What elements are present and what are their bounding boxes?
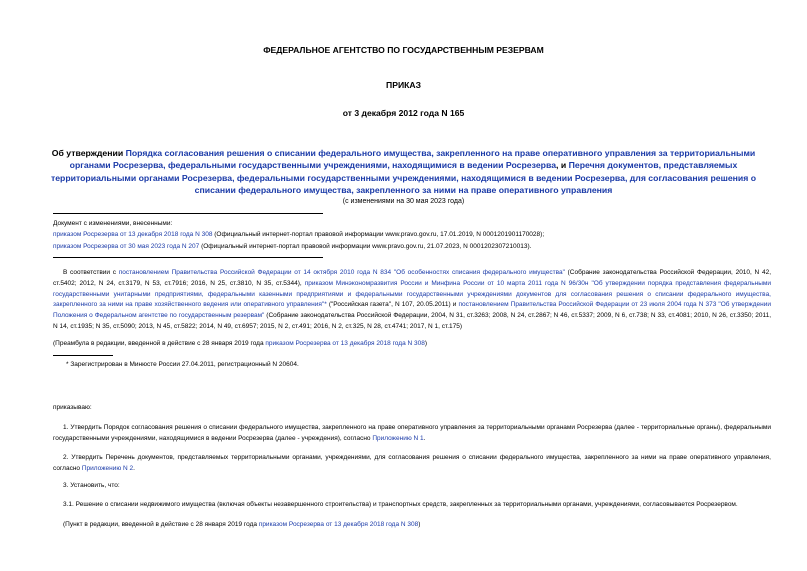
footnote: * Зарегистрирован в Минюсте России 27.04.2011, регистрационный N 20604. [66, 361, 299, 368]
note-text: ) [418, 521, 421, 528]
divider [53, 213, 323, 214]
note-link-order-308[interactable]: приказом Росрезерва от 13 декабря 2018 года N 308 [265, 340, 425, 347]
clause-3-1: 3.1. Решение о списании недвижимого имущества (включая объекты незавершенного строительства) и транспортных средств, закрепленных за территориальными органами, учреждениями, согласовывается Росрезервом. [63, 501, 738, 508]
title-link-procedure[interactable]: Порядка согласования решения о списании федерального имущества, закрепленного на праве оперативного управления за территориальными органами Росрезерва, федеральными государственными учреждениями, находящимися в ведении Росрезерва [69, 148, 756, 171]
clause-1 [53, 422, 771, 444]
change-item [53, 229, 773, 240]
preamble-link-decree-373[interactable]: постановлением Правительства Российской Федерации от 23 июля 2004 года N 373 "Об утверждении Положения о Федеральном агентстве по государственным резервам" [53, 301, 772, 320]
change-item [53, 241, 773, 252]
note-text: (Пункт в редакции, введенной в действие с 28 января 2019 года [63, 521, 259, 528]
clause-text: . [423, 435, 426, 442]
preamble-text: (Собрание законодательства Российской Федерации, 2004, N 31, ст.3263; 2008, N 24, ст.2867; N 46, ст.5337; 2009, N 6, ст.738; N 33, ст.4081; 2010, N 26, ст.3350; 2011, N 14, ст.1935; N 35, ст.5090; 2013, N 45, ст.5822; 2014, N 49, ст.6957; 2015, N 2, ст.491; 2016, N 2, ст.325, N 28, ст.4741; 2017, N 1, ст.175) [53, 312, 772, 330]
title-text: , и [556, 160, 569, 171]
appendix-1-link[interactable]: Приложению N 1 [372, 435, 424, 442]
preamble-paragraph [53, 268, 771, 333]
appendix-2-link[interactable]: Приложению N 2 [81, 465, 134, 472]
change-link[interactable]: приказом Росрезерва от 13 декабря 2018 года N 308 [53, 231, 213, 239]
changes-block [53, 218, 773, 252]
revision-note: (с изменениями на 30 мая 2023 года) [342, 198, 465, 205]
note-text: ) [424, 340, 428, 347]
footnote-divider [53, 355, 113, 356]
preamble-text: В соответствии с [63, 269, 119, 276]
orders-heading: приказываю: [53, 404, 92, 411]
clause-3-1-edit-note [53, 521, 771, 528]
clause-text: 2. Утвердить Перечень документов, представляемых территориальными органами, учреждениями, для согласования решения о списании федерального имущества, закрепленного за ними на праве оперативного управления, согласно [53, 454, 771, 472]
note-link-order-308[interactable]: приказом Росрезерва от 13 декабря 2018 года N 308 [258, 521, 419, 528]
preamble-text: (Собрание законодательства Российской Федерации, 2010, N 42, ст.5402; 2012, N 24, ст.3179, N 53, ст.7916; 2016, N 25, ст.3810, N 35, ст.5344), [53, 269, 771, 287]
document-date-number: от 3 декабря 2012 года N 165 [342, 108, 465, 118]
preamble-edit-note [53, 340, 771, 347]
agency-name: ФЕДЕРАЛЬНОЕ АГЕНТСТВО ПО ГОСУДАРСТВЕННЫМ РЕЗЕРВАМ [263, 45, 544, 55]
change-link[interactable]: приказом Росрезерва от 30 мая 2023 года N 207 [53, 242, 200, 250]
preamble-text: ("Российская газета", N 107, 20.05.2011) и [326, 301, 459, 309]
clause-text: 1. Утвердить Порядок согласования решения о списании федерального имущества, закрепленного на праве оперативного управления за территориальными органами Росрезерва (далее - территориальные органы), федеральными государственными учреждениями, находящимися в ведении Росрезерва (далее - учреждения), согласно [53, 424, 771, 442]
note-text: (Преамбула в редакции, введенной в действие с 28 января 2019 года [53, 340, 266, 347]
document-type: ПРИКАЗ [386, 80, 421, 90]
change-item-text: (Официальный интернет-портал правовой информации www.pravo.gov.ru, 21.07.2023, N 0001202307210013). [199, 242, 532, 250]
document-title [42, 147, 765, 197]
clause-text: . [133, 465, 135, 472]
preamble-link-order-96-30n[interactable]: приказом Минэкономразвития России и Минфина России от 10 марта 2011 года N 96/30н "Об утверждении порядка представления федеральными государственными унитарными предприятиями, федеральными казенными предприятиями и федеральными государственными учреждениями документов для согласования решения о списании федерального имущества, закрепленного за ними на праве хозяйственного ведения или оперативного управления"* [53, 279, 771, 309]
changes-heading: Документ с изменениями, внесенными: [53, 220, 173, 227]
title-text: Об утверждении [51, 148, 126, 158]
change-item-text: (Официальный интернет-портал правовой информации www.pravo.gov.ru, 17.01.2019, N 0001201901170028); [212, 231, 545, 239]
divider [53, 257, 323, 258]
preamble-link-decree-834[interactable]: постановлением Правительства Российской Федерации от 14 октября 2010 года N 834 "Об особенностях списания федерального имущества" [118, 269, 565, 276]
title-link-documents-list[interactable]: Перечня документов, представляемых территориальными органами Росрезерва, федеральными государственными учреждениями, находящимися в ведении Росрезерва, для согласования решения о списании федерального имущества, закрепленного за ними на праве оперативного управления [50, 160, 757, 196]
clause-3: 3. Установить, что: [63, 482, 120, 489]
clause-2 [53, 452, 771, 474]
